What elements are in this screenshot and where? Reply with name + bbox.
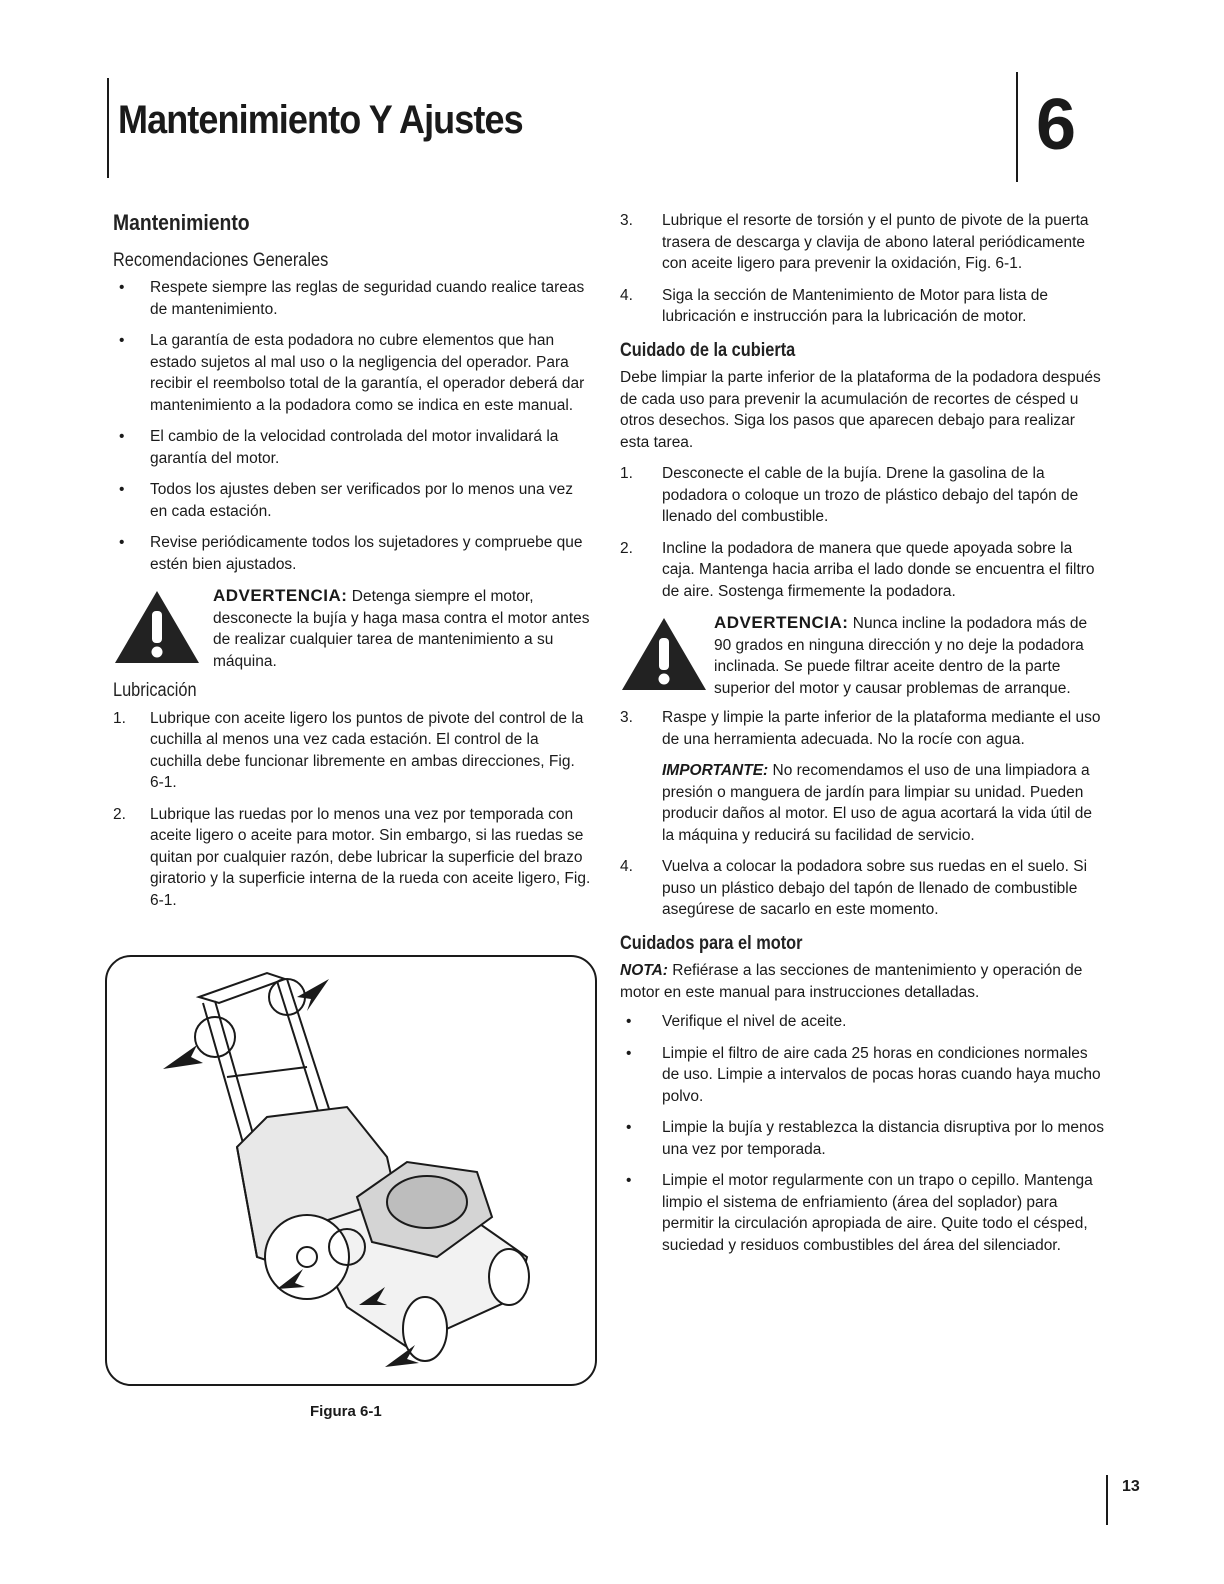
lawn-mower-illustration (107, 957, 595, 1384)
item-number: 4. (620, 858, 633, 875)
engine-note (620, 960, 1106, 1003)
important-body: No recomendamos el uso de una limpiadora a presión o manguera de jardín para limpiar su unidad. Pueden producir daños al motor. El uso de agua acortará la vida útil de la máquina y reducirá su facilidad de servicio. (662, 762, 1092, 844)
warning-body: Detenga siempre el motor, desconecte la bujía y haga masa contra el motor antes de realizar cualquier tarea de mantenimiento a su máquina. (213, 588, 590, 670)
lubrication-list (113, 708, 591, 912)
list-item-text: Todos los ajustes deben ser verificados por lo menos una vez en cada estación. (150, 481, 574, 520)
title-rule-left (107, 78, 109, 178)
list-item-text: Lubrique las ruedas por lo menos una vez por temporada con aceite ligero o aceite para motor. Sin embargo, si las ruedas se quitan por cualquier razón, debe lubricar la superficie del brazo giratorio y la superficie interna de la rueda con aceite ligero, Fig. 6-1. (150, 805, 591, 909)
item-number: 1. (113, 709, 126, 727)
list-item (113, 532, 591, 575)
title-rule-right (1016, 72, 1018, 182)
list-item (620, 707, 1106, 846)
list-item-text: Revise periódicamente todos los sujetadores y compruebe que estén bien ajustados. (150, 534, 583, 573)
list-item-text: Limpie la bujía y restablezca la distancia disruptiva por lo menos una vez por temporada. (662, 1119, 1104, 1158)
warning-triangle-icon (620, 616, 708, 692)
warning-text (213, 585, 591, 672)
list-item (113, 330, 591, 416)
bullet: • (626, 1013, 632, 1030)
item-number: 2. (620, 539, 633, 557)
list-item (113, 804, 591, 912)
list-item (113, 426, 591, 469)
section-title: Mantenimiento (113, 210, 250, 235)
list-item-text: Lubrique el resorte de torsión y el punto de pivote de la puerta trasera de descarga y clavija de abono lateral periódicamente con aceite ligero para prevenir la oxidación, Fig. 6-1. (662, 212, 1089, 272)
list-item (620, 856, 1106, 921)
item-number: 2. (113, 805, 126, 823)
list-item (620, 1117, 1106, 1160)
deck-steps (620, 463, 1106, 602)
item-number: 3. (620, 212, 633, 229)
list-item-text: Incline la podadora de manera que quede apoyada sobre la caja. Mantenga hacia arriba el lado donde se encuentra el filtro de aire. Sostenga firmemente la podadora. (662, 539, 1095, 600)
lubrication-list-continued (620, 210, 1106, 328)
figure-frame (105, 955, 597, 1386)
bullet: • (626, 1044, 632, 1062)
list-item-text: Siga la sección de Mantenimiento de Motor para lista de lubricación e instrucción para la lubricación de motor. (662, 286, 1048, 325)
list-item (620, 210, 1106, 275)
page-number: 13 (1122, 1478, 1140, 1495)
warning-label: ADVERTENCIA: (213, 586, 348, 605)
general-list (113, 277, 591, 575)
warning-text (714, 612, 1106, 699)
list-item (620, 538, 1106, 603)
list-item-text: El cambio de la velocidad controlada del motor invalidará la garantía del motor. (150, 428, 559, 467)
item-number: 4. (620, 286, 633, 304)
list-item (620, 285, 1106, 328)
deck-intro: Debe limpiar la parte inferior de la plataforma de la podadora después de cada uso para prevenir la acumulación de recortes de césped u otros desechos. Siga los pasos que aparecen debajo para realizar esta tarea. (620, 369, 1101, 451)
list-item-text: Verifique el nivel de aceite. (662, 1013, 847, 1030)
list-item-text: Limpie el filtro de aire cada 25 horas en condiciones normales de uso. Limpie a intervalos de pocas horas cuando haya mucho polvo. (662, 1044, 1101, 1105)
list-item-text: Limpie el motor regularmente con un trapo o cepillo. Mantenga limpio el sistema de enfriamiento (área del soplador) para permitir la circulación apropiada de aire. Quite todo el césped, suciedad y residuos combustibles del área del silenciador. (662, 1172, 1093, 1254)
chapter-number: 6 (1036, 85, 1077, 165)
important-label: IMPORTANTE: (662, 762, 769, 779)
note-label: NOTA: (620, 962, 668, 979)
list-item-text: Respete siempre las reglas de seguridad cuando realice tareas de mantenimiento. (150, 279, 585, 318)
general-heading: Recomendaciones Generales (113, 249, 329, 271)
list-item (113, 277, 591, 320)
page-number-rule (1106, 1475, 1108, 1525)
deck-warning-block (620, 612, 1106, 699)
item-number: 3. (620, 709, 633, 726)
bullet: • (119, 481, 125, 498)
lubrication-heading: Lubricación (113, 680, 197, 701)
list-item-text: Raspe y limpie la parte inferior de la plataforma mediante el uso de una herramienta adecuada. No la rocíe con agua. (662, 709, 1101, 748)
bullet: • (119, 534, 125, 551)
list-item (620, 1170, 1106, 1256)
list-item-text: Vuelva a colocar la podadora sobre sus ruedas en el suelo. Si puso un plástico debajo del tapón de llenado de combustible asegúrese de sacarlo en este momento. (662, 858, 1088, 918)
page-title: Mantenimiento Y Ajustes (118, 98, 523, 142)
list-item (620, 1043, 1106, 1108)
list-item (620, 463, 1106, 528)
deck-heading: Cuidado de la cubierta (620, 339, 796, 361)
list-item-text: La garantía de esta podadora no cubre elementos que han estado sujetos al mal uso o la negligencia del operador. Para recibir el reembolso total de la garantía, el operador deberá dar mantenimiento a la podadora como se indica en este manual. (150, 332, 585, 414)
warning-body: Nunca incline la podadora más de 90 grados en ninguna dirección y no deje la podadora inclinada. Se puede filtrar aceite dentro de la parte superior del motor y causar problemas de arranque. (714, 615, 1088, 697)
list-item (620, 1011, 1106, 1033)
list-item (113, 479, 591, 522)
bullet: • (626, 1172, 632, 1189)
list-item-text: Desconecte el cable de la bujía. Drene la gasolina de la podadora o coloque un trozo de plástico debajo del tapón de llenado del combustible. (662, 465, 1079, 525)
right-column (620, 210, 1106, 1256)
item-number: 1. (620, 465, 633, 482)
warning-label: ADVERTENCIA: (714, 613, 849, 632)
bullet: • (119, 279, 125, 296)
warning-triangle-icon (113, 589, 201, 665)
bullet: • (119, 428, 125, 445)
warning-block (113, 585, 591, 672)
list-item-text: Lubrique con aceite ligero los puntos de pivote del control de la cuchilla al menos una vez cada estación. El control de la cuchilla debe funcionar libremente en ambas direcciones, Fig. 6-1. (150, 709, 584, 791)
left-column (113, 212, 591, 911)
important-note (662, 760, 1106, 846)
bullet: • (119, 332, 125, 349)
bullet: • (626, 1119, 632, 1136)
engine-heading: Cuidados para el motor (620, 932, 803, 954)
list-item (113, 708, 591, 794)
note-body: Refiérase a las secciones de mantenimiento y operación de motor en este manual para instrucciones detalladas. (620, 962, 1083, 1001)
figure-caption: Figura 6-1 (310, 1403, 382, 1420)
engine-list (620, 1011, 1106, 1256)
